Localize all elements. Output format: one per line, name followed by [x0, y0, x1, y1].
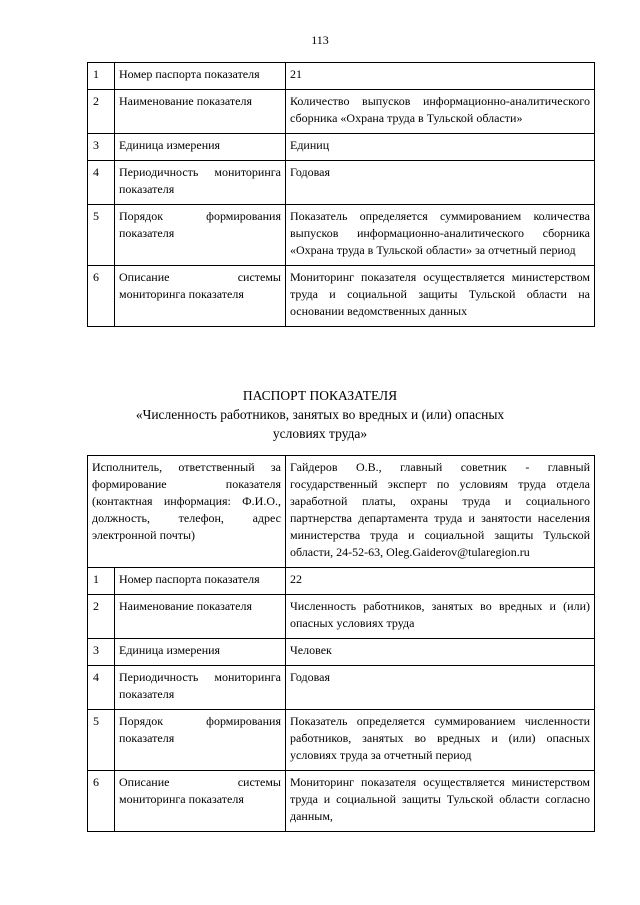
row-label: Номер паспорта показателя: [115, 568, 286, 595]
row-number: 6: [88, 771, 115, 832]
row-value: 22: [286, 568, 595, 595]
indicator-passport-table-22: [87, 455, 595, 832]
row-value: Человек: [286, 639, 595, 666]
row-label: Номер паспорта показателя: [115, 63, 286, 90]
table-row: [88, 266, 595, 327]
row-number: 2: [88, 595, 115, 639]
row-number: 3: [88, 639, 115, 666]
row-value: Количество выпусков информационно-аналитического сборника «Охрана труда в Тульской области»: [286, 90, 595, 134]
table-row: [88, 205, 595, 266]
row-value: Годовая: [286, 666, 595, 710]
row-number: 2: [88, 90, 115, 134]
row-label: Описание системы мониторинга показателя: [115, 771, 286, 832]
table-row: [88, 568, 595, 595]
row-label: Порядок формирования показателя: [115, 710, 286, 771]
table-row: [88, 595, 595, 639]
row-label: Периодичность мониторинга показателя: [115, 161, 286, 205]
row-label: Единица измерения: [115, 134, 286, 161]
table-row: [88, 456, 595, 568]
row-value: Мониторинг показателя осуществляется министерством труда и социальной защиты Тульской области на основании ведомственных данных: [286, 266, 595, 327]
row-label: Наименование показателя: [115, 90, 286, 134]
section-title: [0, 386, 640, 443]
table-row: [88, 771, 595, 832]
passport-subtitle-line2: условиях труда»: [272, 426, 368, 441]
row-label: Периодичность мониторинга показателя: [115, 666, 286, 710]
table-row: [88, 63, 595, 90]
table-row: [88, 710, 595, 771]
table-row: [88, 134, 595, 161]
row-value: Единиц: [286, 134, 595, 161]
passport-subtitle-line1: «Численность работников, занятых во вредных и (или) опасных: [135, 407, 505, 422]
row-number: 5: [88, 205, 115, 266]
page-number: 113: [311, 33, 329, 47]
row-label: Наименование показателя: [115, 595, 286, 639]
row-number: 4: [88, 666, 115, 710]
table-row: [88, 90, 595, 134]
row-value: Годовая: [286, 161, 595, 205]
row-number: 4: [88, 161, 115, 205]
row-value: Показатель определяется суммированием количества выпусков информационно-аналитического сборника «Охрана труда в Тульской области» за отчетный период: [286, 205, 595, 266]
row-number: 1: [88, 568, 115, 595]
row-value: Показатель определяется суммированием численности работников, занятых во вредных и (или) опасных условиях труда за отчетный период: [286, 710, 595, 771]
row-label: Описание системы мониторинга показателя: [115, 266, 286, 327]
indicator-passport-table-21: [87, 62, 595, 327]
table-row: [88, 161, 595, 205]
table-body: [88, 456, 595, 832]
row-label: Порядок формирования показателя: [115, 205, 286, 266]
row-number: 6: [88, 266, 115, 327]
row-number: 5: [88, 710, 115, 771]
table-row: [88, 666, 595, 710]
row-number: 1: [88, 63, 115, 90]
row-value: Мониторинг показателя осуществляется министерством труда и социальной защиты Тульской области согласно данным,: [286, 771, 595, 832]
executor-label: Исполнитель, ответственный за формирование показателя (контактная информация: Ф.И.О., должность, телефон, адрес электронной почты): [88, 456, 286, 568]
passport-heading: ПАСПОРТ ПОКАЗАТЕЛЯ: [242, 388, 398, 403]
row-value: Численность работников, занятых во вредных и (или) опасных условиях труда: [286, 595, 595, 639]
executor-value: Гайдеров О.В., главный советник - главный государственный эксперт по условиям труда отдела заработной платы, охраны труда и социального партнерства департамента труда и занятости населения министерства труда и социальной защиты Тульской области, 24-52-63, Oleg.Gaiderov@tularegion.ru: [286, 456, 595, 568]
table-body: [88, 63, 595, 327]
row-number: 3: [88, 134, 115, 161]
row-value: 21: [286, 63, 595, 90]
table-row: [88, 639, 595, 666]
row-label: Единица измерения: [115, 639, 286, 666]
